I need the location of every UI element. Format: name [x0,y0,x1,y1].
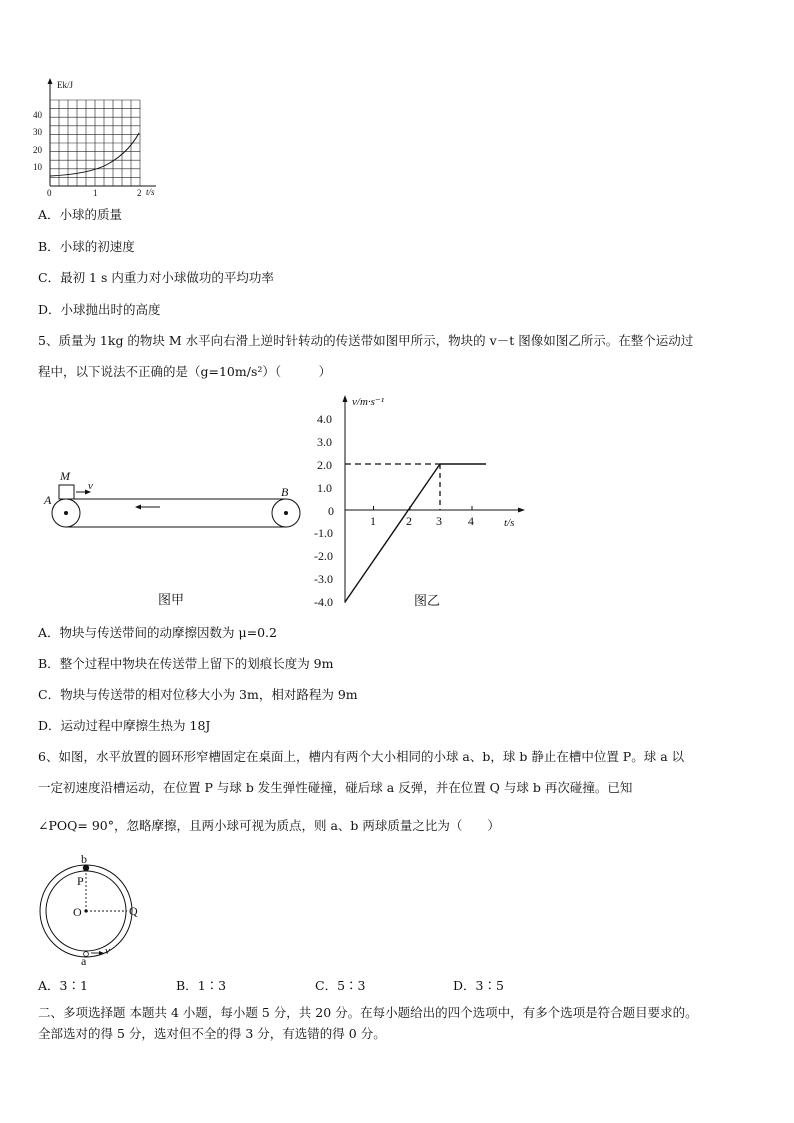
label-a: a [81,954,87,967]
vt-y-tick: 3.0 [317,435,332,449]
q6-stem-line2: 一定初速度沿槽运动，在位置 P 与球 b 发生弹性碰撞，碰后球 a 反弹，并在位置 Q 与球 b 再次碰撞。已知 [38,780,633,795]
section2-line1: 二、多项选择题 本题共 4 小题，每小题 5 分，共 20 分。在每小题给出的四个选项中，有多个选项是符合题目要求的。 [38,1005,698,1020]
label-v: v [88,480,93,492]
ek-grid [50,100,140,186]
fig-jia-caption: 图甲 [158,592,185,607]
q6-choice-b: B．1∶3 [176,978,227,993]
ek-y-tick: 30 [33,127,42,137]
ek-y-label: Ek/J [57,80,74,90]
ek-x-label: t/s [146,187,155,196]
q5-option-c: C．物块与传送带的相对位移大小为 3m，相对路程为 9m [38,687,358,702]
vt-y-arrow [343,395,348,402]
q6-choice-a: A．3∶1 [38,978,88,993]
ek-t-graph [30,76,170,196]
vt-y-tick: 2.0 [317,458,332,472]
q4-option-a: A．小球的质量 [38,207,123,222]
q6-choice-c: C．5∶3 [315,978,366,993]
vt-line-rising [345,464,440,602]
label-v: v [105,945,110,957]
ek-curve [50,133,139,176]
label-o: O [73,905,82,919]
vt-graph [308,392,538,617]
vt-y-tick: -4.0 [314,595,333,609]
q6-stem-line1: 6、如图，水平放置的圆环形窄槽固定在桌面上，槽内有两个大小相同的小球 a、b，球 b 静止在槽中位置 P。球 a 以 [38,749,685,764]
vt-ticks [374,506,473,510]
pulley-right-axle [284,511,288,515]
ek-x-tick: 1 [93,188,98,196]
label-m: M [60,469,70,483]
q6-stem-line3: ∠POQ= 90°，忽略摩擦，且两小球可视为质点，则 a、b 两球质量之比为（ ） [38,818,500,833]
q4-option-b: B．小球的初速度 [38,239,135,254]
ek-y-tick: 20 [33,145,42,155]
vt-x-label: t/s [504,517,515,529]
vt-y-tick: 4.0 [317,412,332,426]
pulley-left-axle [64,511,68,515]
q4-option-d: D．小球抛出时的高度 [38,302,161,317]
label-a: A [44,493,52,507]
vt-x-tick: 3 [436,514,442,528]
fig-yi-caption: 图乙 [414,593,441,608]
vt-x-tick: 2 [406,514,412,528]
q5-option-b: B．整个过程中物块在传送带上留下的划痕长度为 9m [38,656,334,671]
q6-choice-d: D．3∶5 [453,978,504,993]
ek-y-arrow [48,78,53,84]
q5-option-d: D．运动过程中摩擦生热为 18J [38,718,211,733]
q5-stem-line2: 程中，以下说法不正确的是（g=10m/s²）（ ） [38,364,332,379]
label-p: P [77,874,84,888]
q5-stem-line1: 5、质量为 1kg 的物块 M 水平向右滑上逆时针转动的传送带如图甲所示，物块的 v－t 图像如图乙所示。在整个运动过 [38,333,694,348]
vt-y-label: v/m·s⁻¹ [352,396,385,408]
ek-x-tick: 0 [47,188,52,196]
vt-y-tick: -2.0 [314,549,333,563]
block-m [59,485,74,499]
q4-option-c: C．最初 1 s 内重力对小球做功的平均功率 [38,270,274,285]
label-q: Q [129,904,138,918]
label-b: b [81,852,87,866]
ek-x-tick: 2 [137,188,142,196]
vt-x-tick: 4 [468,514,474,528]
ek-y-tick: 10 [33,162,42,172]
section2-line2: 全部选对的得 5 分，选对但不全的得 3 分，有选错的得 0 分。 [38,1026,386,1041]
ring-figure [35,852,155,967]
label-b: B [281,485,289,499]
conveyor-figure [40,460,310,615]
vt-x-tick: 1 [370,514,376,528]
vt-x-arrow [518,508,525,513]
vt-y-tick: 1.0 [317,481,332,495]
vt-y-tick: 0 [328,504,334,518]
belt-direction-arrow-head [135,505,141,510]
q5-option-a: A．物块与传送带间的动摩擦因数为 μ=0.2 [38,625,277,640]
vt-y-tick: -1.0 [314,526,333,540]
vt-y-tick: -3.0 [314,572,333,586]
ek-y-tick: 40 [33,110,42,120]
